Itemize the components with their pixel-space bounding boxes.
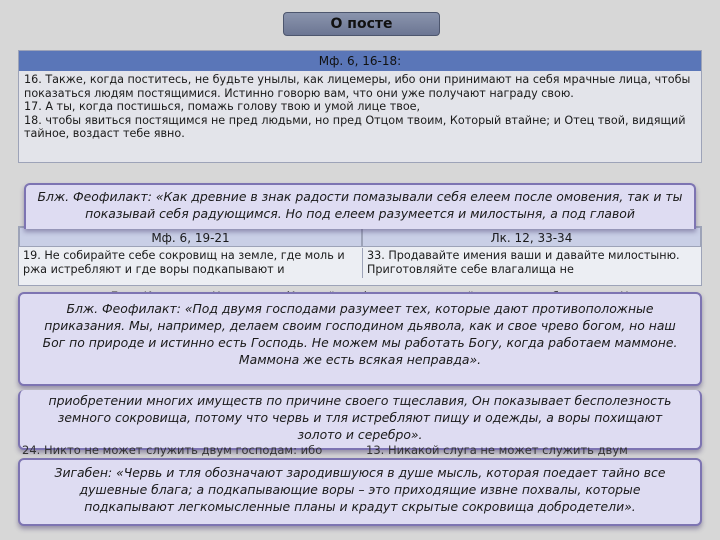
verse-17: 17. А ты, когда постишься, помажь голову твою и умой лице твое, (24, 100, 421, 114)
middle-table-left-text: 19. Не собирайте себе сокровищ на земле, где моль и ржа истребляют и где воры подкапывают и (19, 248, 362, 278)
verse-13-fragment: 13. Никакой слуга не может служить двум (366, 443, 628, 457)
feofilakt-quote-1: Блж. Феофилакт: «Как древние в знак радости помазывали себя елеем после омовения, так и ты показывай себя радующимся. Но под елеем разумеется и милостыня, а под главой (24, 183, 696, 229)
verse-16: 16. Также, когда поститесь, не будьте унылы, как лицемеры, ибо они принимают на себя мрачные лица, чтобы показаться людям постящимися. Истинно говорю вам, что они уже получают награду свою. (24, 73, 691, 100)
page-title: О посте (283, 12, 440, 36)
feofilakt-quote-2: Блж. Феофилакт: «Под двумя господами разумеет тех, которые дают противоположные приказания. Мы, например, делаем своим господином дьявола, как и свое чрево богом, но наш Бог по природе и истинно есть Господь. Не можем мы работать Богу, когда работаем маммоне. Маммона же есть всякая неправда». (18, 292, 702, 386)
middle-table-left-header: Мф. 6, 19-21 (19, 227, 362, 247)
top-table-body (19, 71, 701, 143)
middle-table-right-header: Лк. 12, 33-34 (362, 227, 701, 247)
middle-table (18, 226, 702, 286)
verse-24-fragment: 24. Никто не может служить двум господам: ибо (22, 443, 323, 457)
top-table-header: Мф. 6, 16-18: (19, 51, 701, 71)
commentary-quote-third: приобретении многих имуществ по причине своего тщеславия, Он показывает бесполезность земного сокровища, потому что червь и тля истребляют пищу и одежды, а воры похищают золото и серебро». (18, 390, 702, 450)
middle-table-right-text: 33. Продавайте имения ваши и давайте милостыню. Приготовляйте себе влагалища не (362, 248, 701, 278)
zigaben-quote: Зигабен: «Червь и тля обозначают зародившуюся в душе мысль, которая поедает тайно все душевные блага; а подкапывающие воры – это приходящие извне похвалы, которые подкапывают легкомысленные планы и крадут скрытые сокровища добродетели». (18, 458, 702, 526)
verse-18: 18. чтобы явиться постящимся не пред людьми, но пред Отцом твоим, Который втайне; и Отец твой, видящий тайное, воздаст тебе явно. (24, 113, 686, 141)
top-table (18, 50, 702, 163)
